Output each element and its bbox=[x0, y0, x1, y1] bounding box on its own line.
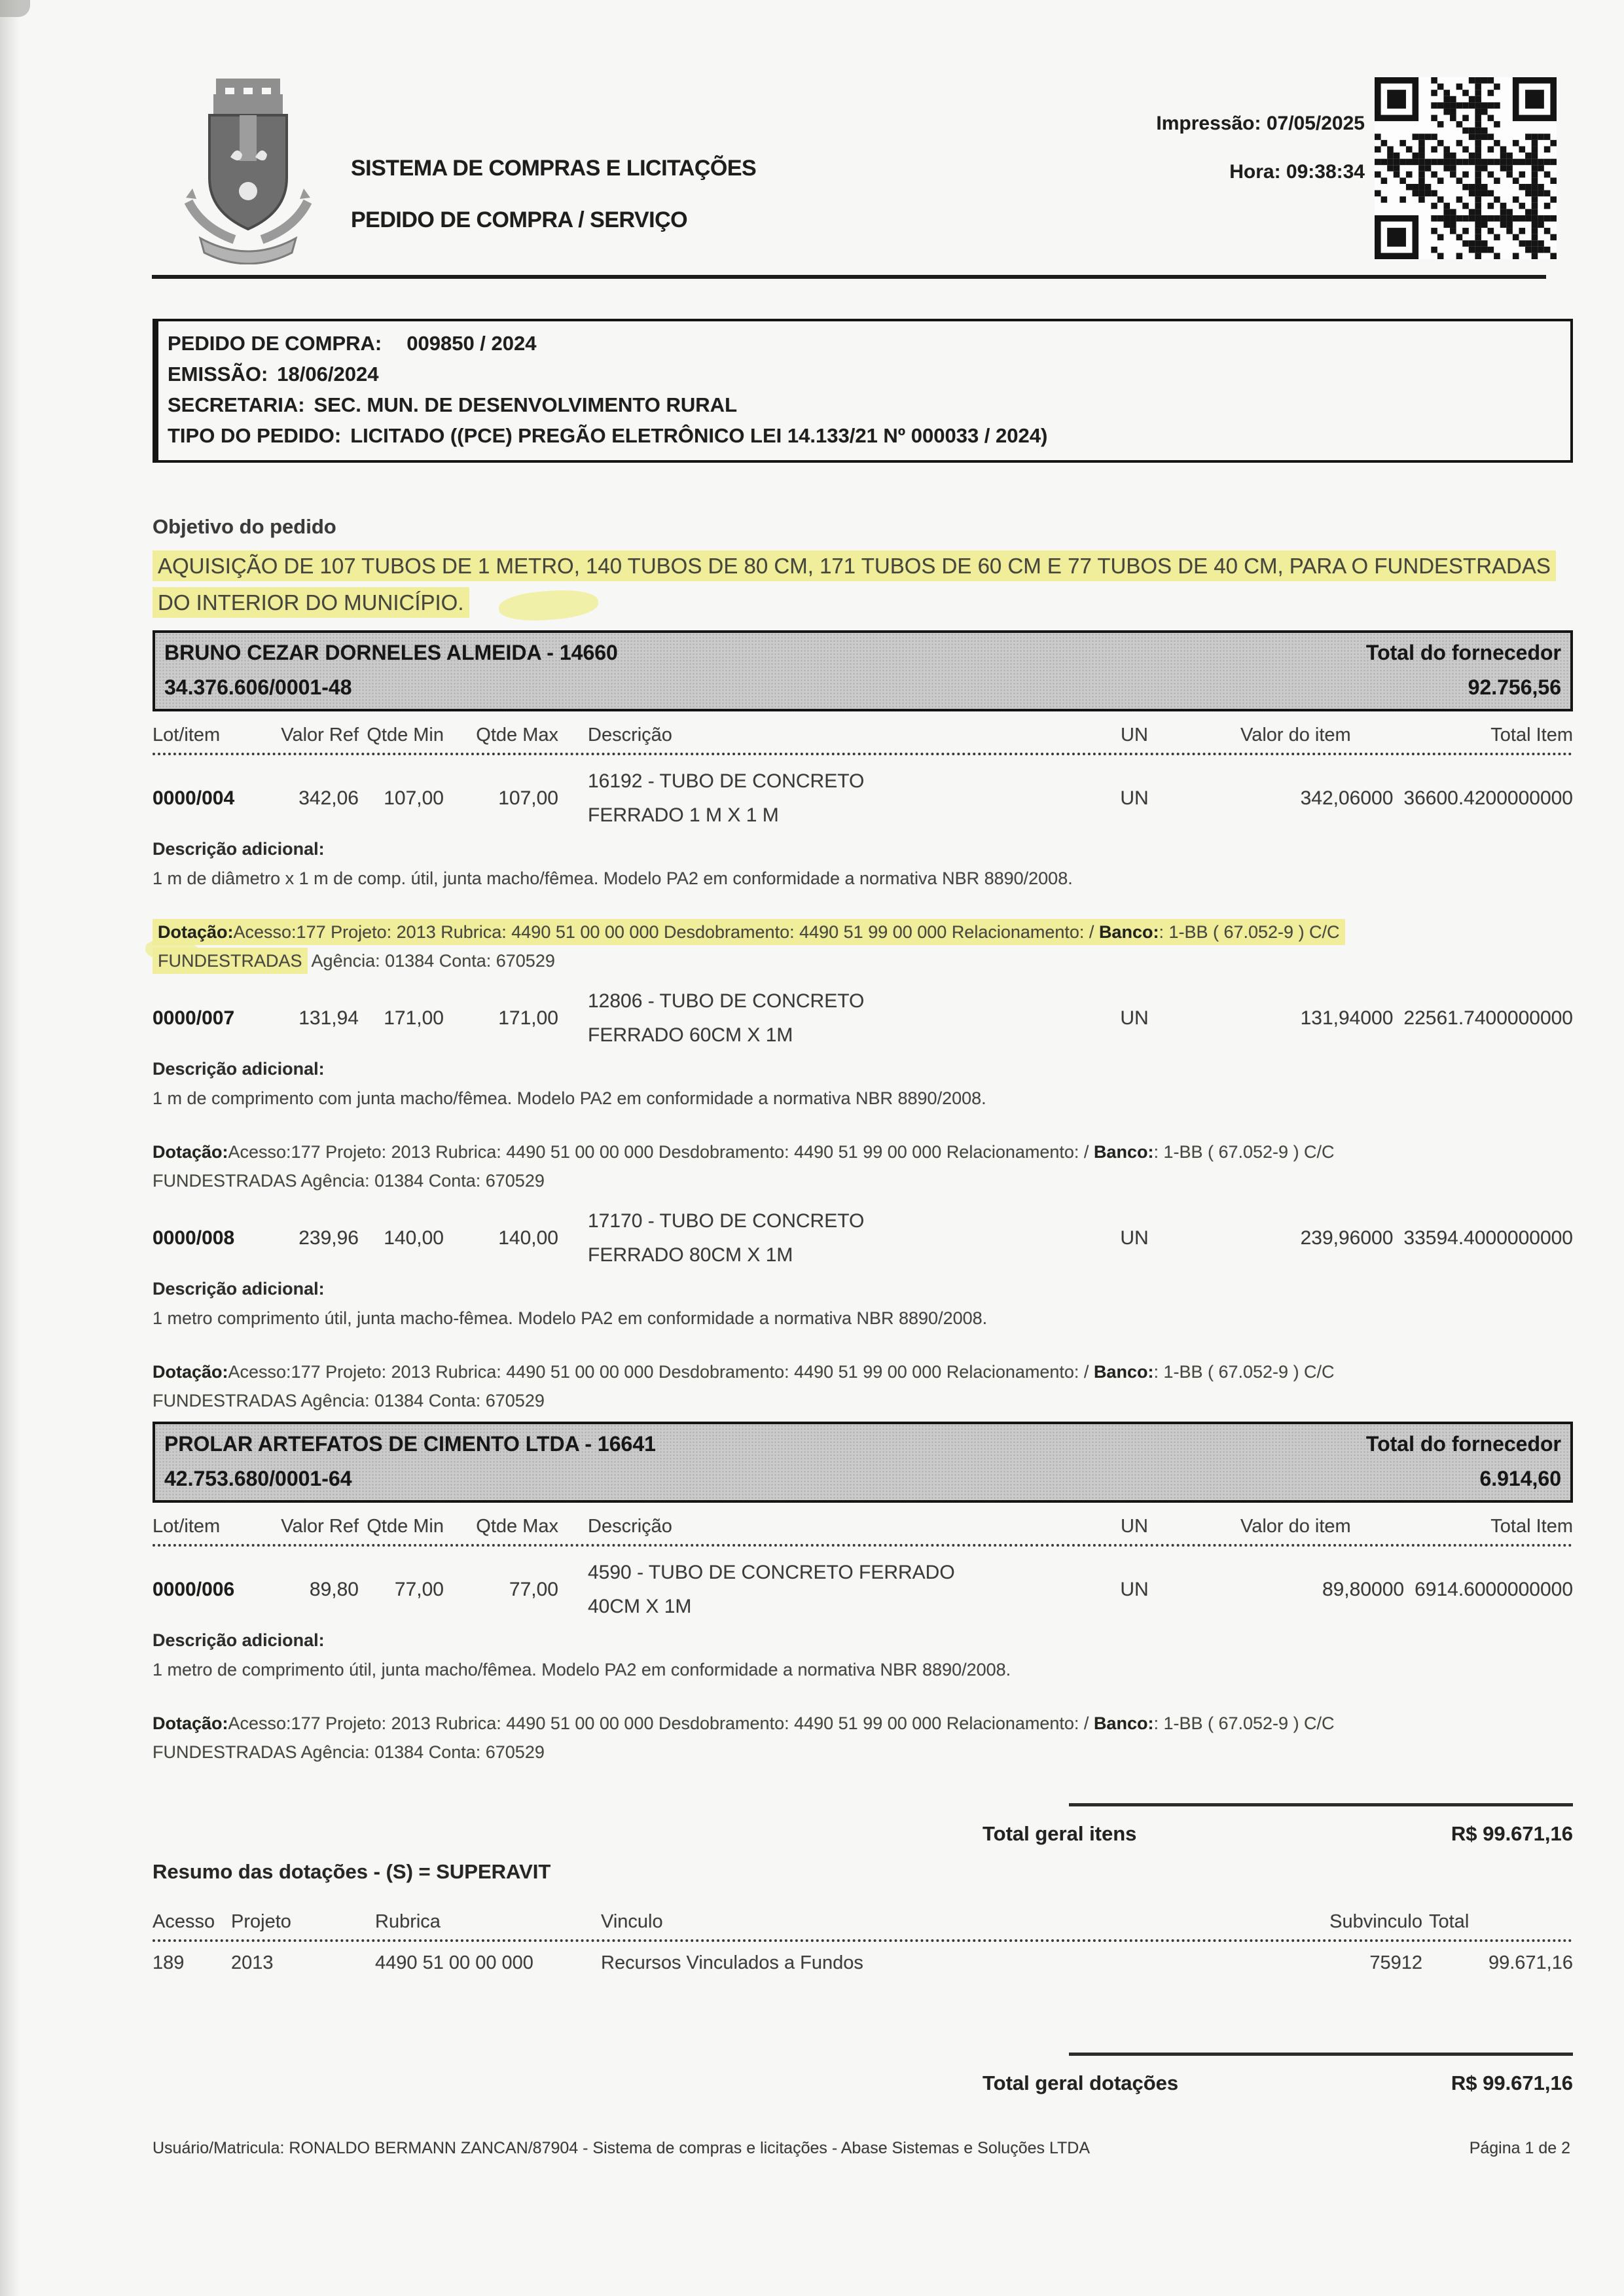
dotacao-line: FUNDESTRADAS Agência: 01384 Conta: 670529 bbox=[153, 946, 1573, 975]
desc-adicional-label: Descrição adicional: bbox=[153, 1059, 325, 1079]
col-descricao: Descrição bbox=[588, 1516, 672, 1537]
print-date: 07/05/2025 bbox=[1266, 113, 1365, 134]
item-block bbox=[153, 1204, 1573, 1415]
dotacao-line: FUNDESTRADAS Agência: 01384 Conta: 670529 bbox=[153, 1391, 545, 1410]
item-qtde-min: 107,00 bbox=[384, 787, 444, 809]
col-total: Total bbox=[1429, 1911, 1470, 1932]
supplier-name: PROLAR ARTEFATOS DE CIMENTO LTDA - 16641 bbox=[164, 1432, 656, 1456]
resumo-heading: Resumo das dotações - (S) = SUPERAVIT bbox=[153, 1860, 551, 1883]
col-valor-ref: Valor Ref bbox=[281, 725, 359, 745]
col-qtde-max: Qtde Max bbox=[476, 725, 558, 745]
dotacao-block bbox=[153, 918, 1573, 975]
time-value: 09:38:34 bbox=[1286, 161, 1365, 183]
table-row bbox=[153, 764, 1573, 833]
totals-label: Total geral dotações bbox=[983, 2072, 1179, 2094]
item-valor-ref: 239,96 bbox=[298, 1227, 359, 1249]
print-time-row bbox=[1156, 161, 1365, 183]
table-row bbox=[153, 984, 1573, 1052]
emission-label: EMISSÃO: bbox=[168, 363, 268, 386]
footer bbox=[153, 2139, 1570, 2158]
supplier-header-bar bbox=[153, 1422, 1573, 1503]
dotacao-line: FUNDESTRADAS Agência: 01384 Conta: 670529 bbox=[153, 1742, 545, 1762]
col-un: UN bbox=[1121, 725, 1148, 745]
col-total-item: Total Item bbox=[1490, 1516, 1573, 1537]
col-lot: Lot/item bbox=[153, 725, 221, 745]
order-info-box bbox=[153, 319, 1573, 463]
totals-value: R$ 99.671,16 bbox=[1451, 1822, 1573, 1845]
item-block bbox=[153, 984, 1573, 1195]
item-descricao: 17170 - TUBO DE CONCRETO FERRADO 80CM X 1M bbox=[588, 1210, 865, 1266]
coat-of-arms-logo bbox=[175, 73, 321, 264]
dotacao-line: Dotação:Acesso:177 Projeto: 2013 Rubrica: 4490 51 00 00 000 Desdobramento: 4490 51 99 00 000 Relacionamento: / Banco:: 1-BB ( 67.052-9 ) C/C bbox=[153, 1362, 1335, 1382]
col-rubrica: Rubrica bbox=[375, 1911, 441, 1932]
desc-adicional-text: 1 metro de comprimento útil, junta macho/fêmea. Modelo PA2 em conformidade a normativa NBR 8890/2008. bbox=[153, 1660, 1011, 1679]
col-un: UN bbox=[1121, 1516, 1148, 1537]
desc-adicional-text: 1 metro comprimento útil, junta macho-fêmea. Modelo PA2 em conformidade a normativa NBR 8890/2008. bbox=[153, 1308, 988, 1328]
col-qtde-max: Qtde Max bbox=[476, 1516, 558, 1537]
order-value: 009850 / 2024 bbox=[406, 332, 537, 355]
document-title: PEDIDO DE COMPRA / SERVIÇO bbox=[351, 207, 688, 232]
summary-table bbox=[153, 1911, 1573, 1974]
items-column-header bbox=[153, 1516, 1573, 1537]
supplier-name: BRUNO CEZAR DORNELES ALMEIDA - 14660 bbox=[164, 641, 618, 664]
print-label: Impressão: bbox=[1156, 113, 1261, 134]
col-valor-item: Valor do item bbox=[1240, 725, 1351, 745]
secretary-label: SECRETARIA: bbox=[168, 393, 305, 416]
item-lot: 0000/008 bbox=[153, 1227, 235, 1249]
system-title: SISTEMA DE COMPRAS E LICITAÇÕES bbox=[351, 156, 757, 181]
totals-geral-itens bbox=[983, 1803, 1573, 1846]
objective-text bbox=[153, 548, 1573, 621]
order-number-line bbox=[168, 328, 1561, 359]
footer-user-line: Usuário/Matricula: RONALDO BERMANN ZANCAN/87904 - Sistema de compras e licitações - Abase Sistemas e Soluções LTDA bbox=[153, 2139, 1090, 2157]
summary-row bbox=[153, 1952, 1573, 1974]
supplier-header-bar bbox=[153, 630, 1573, 711]
order-label: PEDIDO DE COMPRA: bbox=[168, 332, 382, 355]
header-rule bbox=[152, 275, 1546, 279]
item-un: UN bbox=[1120, 787, 1149, 809]
summary-rubrica: 4490 51 00 00 000 bbox=[375, 1952, 533, 1973]
dotted-separator bbox=[153, 1939, 1573, 1942]
totals-geral-dotacoes bbox=[983, 2053, 1573, 2095]
col-lot: Lot/item bbox=[153, 1516, 221, 1537]
item-qtde-max: 140,00 bbox=[498, 1227, 558, 1249]
summary-acesso: 189 bbox=[153, 1952, 185, 1973]
item-qtde-min: 77,00 bbox=[394, 1579, 444, 1600]
col-projeto: Projeto bbox=[231, 1911, 291, 1932]
desc-adicional-label: Descrição adicional: bbox=[153, 1630, 325, 1650]
item-qtde-min: 171,00 bbox=[384, 1007, 444, 1029]
item-total: 6914.6000000000 bbox=[1415, 1579, 1573, 1600]
summary-column-header bbox=[153, 1911, 1573, 1933]
item-descricao: 16192 - TUBO DE CONCRETO FERRADO 1 M X 1 M bbox=[588, 770, 865, 826]
desc-adicional-text: 1 m de comprimento com junta macho/fêmea. Modelo PA2 em conformidade a normativa NBR 8890/2008. bbox=[153, 1088, 986, 1108]
col-acesso: Acesso bbox=[153, 1911, 215, 1932]
col-valor-ref: Valor Ref bbox=[281, 1516, 359, 1537]
col-subvinculo: Subvinculo bbox=[1329, 1911, 1422, 1932]
item-valor-ref: 131,94 bbox=[298, 1007, 359, 1029]
totals-label: Total geral itens bbox=[983, 1822, 1137, 1845]
supplier-cnpj: 34.376.606/0001-48 bbox=[164, 675, 352, 699]
item-descricao: 12806 - TUBO DE CONCRETO FERRADO 60CM X 1M bbox=[588, 990, 865, 1046]
dotacao-line: Dotação:Acesso:177 Projeto: 2013 Rubrica: 4490 51 00 00 000 Desdobramento: 4490 51 99 00 000 Relacionamento: / Banco:: 1-BB ( 67.052-9 ) C/C bbox=[153, 1713, 1335, 1733]
supplier-section bbox=[153, 1422, 1573, 1767]
item-block bbox=[153, 764, 1573, 975]
item-qtde-max: 107,00 bbox=[498, 787, 558, 809]
scan-corner-artifact bbox=[0, 0, 30, 17]
print-date-row bbox=[1156, 113, 1365, 135]
item-qtde-min: 140,00 bbox=[384, 1227, 444, 1249]
totals-value: R$ 99.671,16 bbox=[1451, 2072, 1573, 2094]
item-valor-ref: 89,80 bbox=[309, 1579, 359, 1600]
scan-edge-shadow bbox=[0, 0, 20, 2296]
dotacao-block bbox=[153, 1138, 1573, 1195]
item-lot: 0000/006 bbox=[153, 1579, 235, 1600]
item-qtde-max: 171,00 bbox=[498, 1007, 558, 1029]
supplier-total-label: Total do fornecedor bbox=[1365, 1432, 1561, 1456]
dotacao-line: Dotação:Acesso:177 Projeto: 2013 Rubrica: 4490 51 00 00 000 Desdobramento: 4490 51 99 00 000 Relacionamento: / Banco:: 1-BB ( 67.052-9 ) C/C bbox=[153, 918, 1573, 946]
secretary-value: SEC. MUN. DE DESENVOLVIMENTO RURAL bbox=[314, 393, 738, 416]
order-type-line bbox=[168, 420, 1561, 451]
dotacao-line: FUNDESTRADAS Agência: 01384 Conta: 670529 bbox=[153, 1171, 545, 1191]
emission-value: 18/06/2024 bbox=[277, 363, 379, 386]
item-un: UN bbox=[1120, 1579, 1149, 1600]
item-descricao: 4590 - TUBO DE CONCRETO FERRADO 40CM X 1M bbox=[588, 1562, 955, 1617]
item-valor-unit: 342,06000 bbox=[1300, 787, 1394, 809]
supplier-cnpj: 42.753.680/0001-64 bbox=[164, 1467, 352, 1490]
item-un: UN bbox=[1120, 1007, 1149, 1029]
dotacao-line: Dotação:Acesso:177 Projeto: 2013 Rubrica: 4490 51 00 00 000 Desdobramento: 4490 51 99 00 000 Relacionamento: / Banco:: 1-BB ( 67.052-9 ) C/C bbox=[153, 1142, 1335, 1162]
col-valor-item: Valor do item bbox=[1240, 1516, 1351, 1537]
table-row bbox=[153, 1556, 1573, 1624]
emission-line bbox=[168, 359, 1561, 389]
col-total-item: Total Item bbox=[1490, 725, 1573, 745]
order-type-label: TIPO DO PEDIDO: bbox=[168, 424, 342, 447]
col-qtde-min: Qtde Min bbox=[367, 725, 444, 745]
dotacao-block bbox=[153, 1709, 1573, 1767]
item-lot: 0000/007 bbox=[153, 1007, 235, 1029]
summary-subvinculo: 75912 bbox=[1369, 1952, 1422, 1973]
supplier-section bbox=[153, 630, 1573, 1415]
desc-adicional-label: Descrição adicional: bbox=[153, 1279, 325, 1299]
dotted-separator bbox=[153, 753, 1573, 755]
supplier-total-value: 92.756,56 bbox=[1468, 675, 1561, 699]
dotted-separator bbox=[153, 1544, 1573, 1547]
objective-heading: Objetivo do pedido bbox=[153, 515, 336, 538]
summary-projeto: 2013 bbox=[231, 1952, 274, 1973]
item-total: 33594.4000000000 bbox=[1403, 1227, 1573, 1249]
dotacao-block bbox=[153, 1357, 1573, 1415]
item-un: UN bbox=[1120, 1227, 1149, 1249]
item-valor-unit: 131,94000 bbox=[1300, 1007, 1394, 1029]
col-qtde-min: Qtde Min bbox=[367, 1516, 444, 1537]
summary-total: 99.671,16 bbox=[1488, 1952, 1573, 1973]
secretary-line bbox=[168, 389, 1561, 420]
summary-vinculo: Recursos Vinculados a Fundos bbox=[601, 1952, 863, 1973]
item-qtde-max: 77,00 bbox=[509, 1579, 558, 1600]
footer-page-info: Página 1 de 2 bbox=[1469, 2139, 1570, 2157]
item-valor-unit: 239,96000 bbox=[1300, 1227, 1394, 1249]
item-valor-unit: 89,80000 bbox=[1322, 1579, 1405, 1600]
supplier-total-label: Total do fornecedor bbox=[1365, 641, 1561, 664]
item-block bbox=[153, 1556, 1573, 1767]
table-row bbox=[153, 1204, 1573, 1272]
item-valor-ref: 342,06 bbox=[298, 787, 359, 809]
qr-code bbox=[1375, 77, 1557, 259]
item-total: 36600.4200000000 bbox=[1403, 787, 1573, 809]
supplier-total-value: 6.914,60 bbox=[1479, 1467, 1561, 1490]
desc-adicional-label: Descrição adicional: bbox=[153, 839, 325, 859]
highlighted-objective: AQUISIÇÃO DE 107 TUBOS DE 1 METRO, 140 TUBOS DE 80 CM, 171 TUBOS DE 60 CM E 77 TUBOS DE 40 CM, PARA O FUNDESTRADAS DO INTERIOR DO MUNICÍPIO. bbox=[153, 550, 1556, 618]
order-type-value: LICITADO ((PCE) PREGÃO ELETRÔNICO LEI 14.133/21 Nº 000033 / 2024) bbox=[350, 424, 1048, 447]
items-column-header bbox=[153, 725, 1573, 746]
item-total: 22561.7400000000 bbox=[1403, 1007, 1573, 1029]
item-lot: 0000/004 bbox=[153, 787, 235, 809]
col-vinculo: Vinculo bbox=[601, 1911, 663, 1932]
print-info bbox=[1156, 113, 1365, 183]
time-label: Hora: bbox=[1229, 161, 1281, 183]
desc-adicional-text: 1 m de diâmetro x 1 m de comp. útil, junta macho/fêmea. Modelo PA2 em conformidade a normativa NBR 8890/2008. bbox=[153, 869, 1073, 888]
col-descricao: Descrição bbox=[588, 725, 672, 745]
